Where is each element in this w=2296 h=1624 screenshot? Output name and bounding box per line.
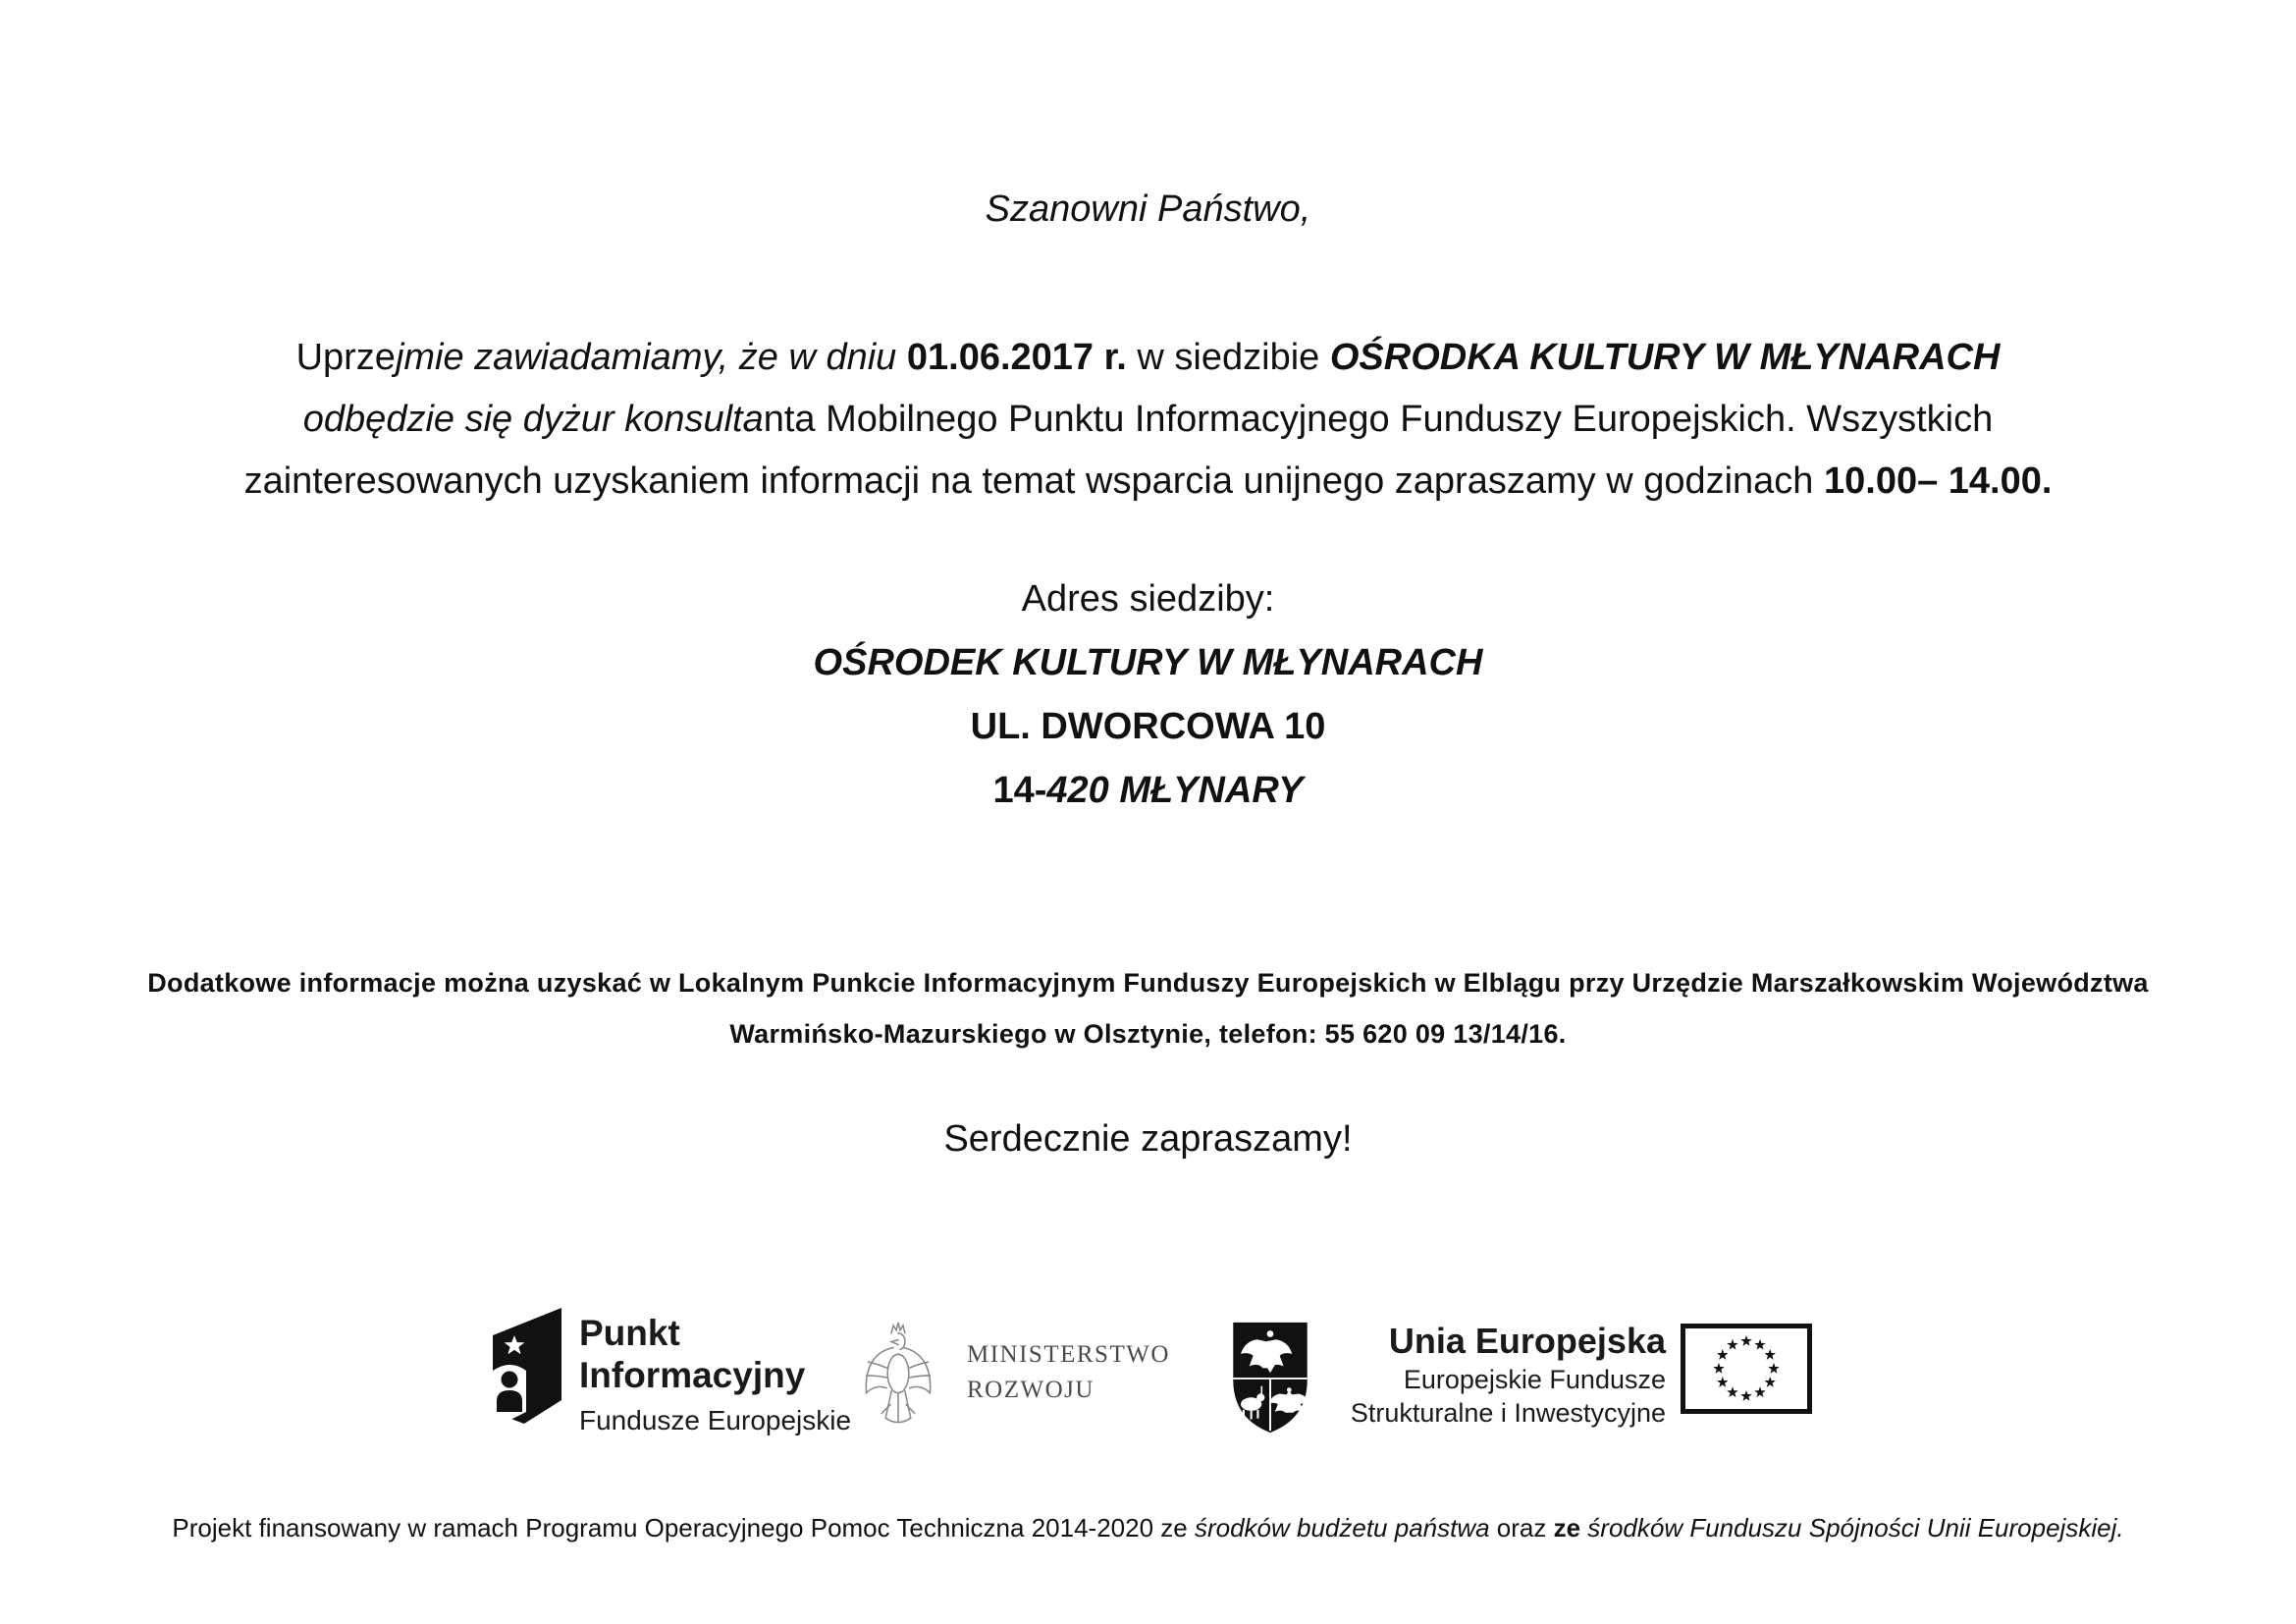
punkt-informacyjny-logo-text [579, 1312, 851, 1436]
intro-segment: Uprze [295, 337, 396, 378]
punkt-title-line: Informacyjny [579, 1355, 806, 1395]
eu-subtitle-line: Europejskie Fundusze [1403, 1365, 1666, 1394]
closing-line: Serdecznie zapraszamy! [943, 1118, 1353, 1160]
eu-logo-text [1351, 1320, 1666, 1430]
warmia-masuria-coat-of-arms-icon [1229, 1320, 1311, 1435]
intro-segment: w siedzibie [1126, 337, 1330, 378]
footer-segment: ze [1553, 1513, 1588, 1543]
eu-title: Unia Europejska [1388, 1321, 1666, 1361]
ministry-name-line: ROZWOJU [967, 1377, 1095, 1403]
footer-note [0, 1508, 2296, 1547]
event-hours: 10.00– 14.00. [1824, 460, 2053, 502]
intro-segment: odbędzie się dyżur konsulta [302, 399, 764, 440]
address-street: UL. DWORCOWA 10 [970, 706, 1326, 747]
intro-segment: zainteresowanych uzyskaniem informacji na temat wsparcia unijnego zapraszamy w godzinach [243, 460, 1824, 502]
event-date: 01.06.2017 r. [906, 337, 1127, 378]
polish-eagle-icon [856, 1318, 940, 1430]
eu-subtitle-line: Strukturalne i Inwestycyjne [1350, 1398, 1666, 1428]
ministry-logo-text [967, 1337, 1170, 1408]
footer-segment: środków Funduszu Spójności Unii Europejskiej. [1587, 1513, 2124, 1543]
postal-city: 420 MŁYNARY [1046, 770, 1304, 811]
footer-segment: oraz [1489, 1513, 1554, 1543]
postal-code-prefix: 14- [992, 770, 1047, 811]
punkt-subtitle: Fundusze Europejskie [579, 1405, 852, 1435]
intro-segment: nta Mobilnego Punktu Informacyjnego Funduszy Europejskich. Wszystkich [763, 399, 1994, 440]
footer-segment: środków budżetu państwa [1194, 1513, 1490, 1543]
greeting: Szanowni Państwo, [985, 189, 1311, 230]
intro-segment: jmie zawiadamiamy, że w dniu [395, 337, 907, 378]
eu-flag-icon [1681, 1324, 1812, 1414]
address-venue: OŚRODEK KULTURY W MŁYNARACH [813, 642, 1483, 683]
eu-funds-flag-icon [485, 1302, 561, 1424]
punkt-title-line: Punkt [579, 1313, 680, 1353]
ministry-name-line: MINISTERSTWO [967, 1341, 1170, 1368]
footer-segment: Projekt finansowany w ramach Programu Operacyjnego Pomoc Techniczna 2014-2020 ze [172, 1513, 1195, 1543]
info-note-line-2: Warmińsko-Mazurskiego w Olsztynie, telefon: 55 620 09 13/14/16. [729, 1019, 1567, 1049]
venue-name-inline: OŚRODKA KULTURY W MŁYNARACH [1329, 337, 2001, 378]
address-label: Adres siedziby: [1021, 578, 1275, 620]
info-note-line-1: Dodatkowe informacje można uzyskać w Lokalnym Punkcie Informacyjnym Funduszy Europejskich w Elblągu przy Urzędzie Marszałkowskim Województwa [147, 968, 2149, 998]
